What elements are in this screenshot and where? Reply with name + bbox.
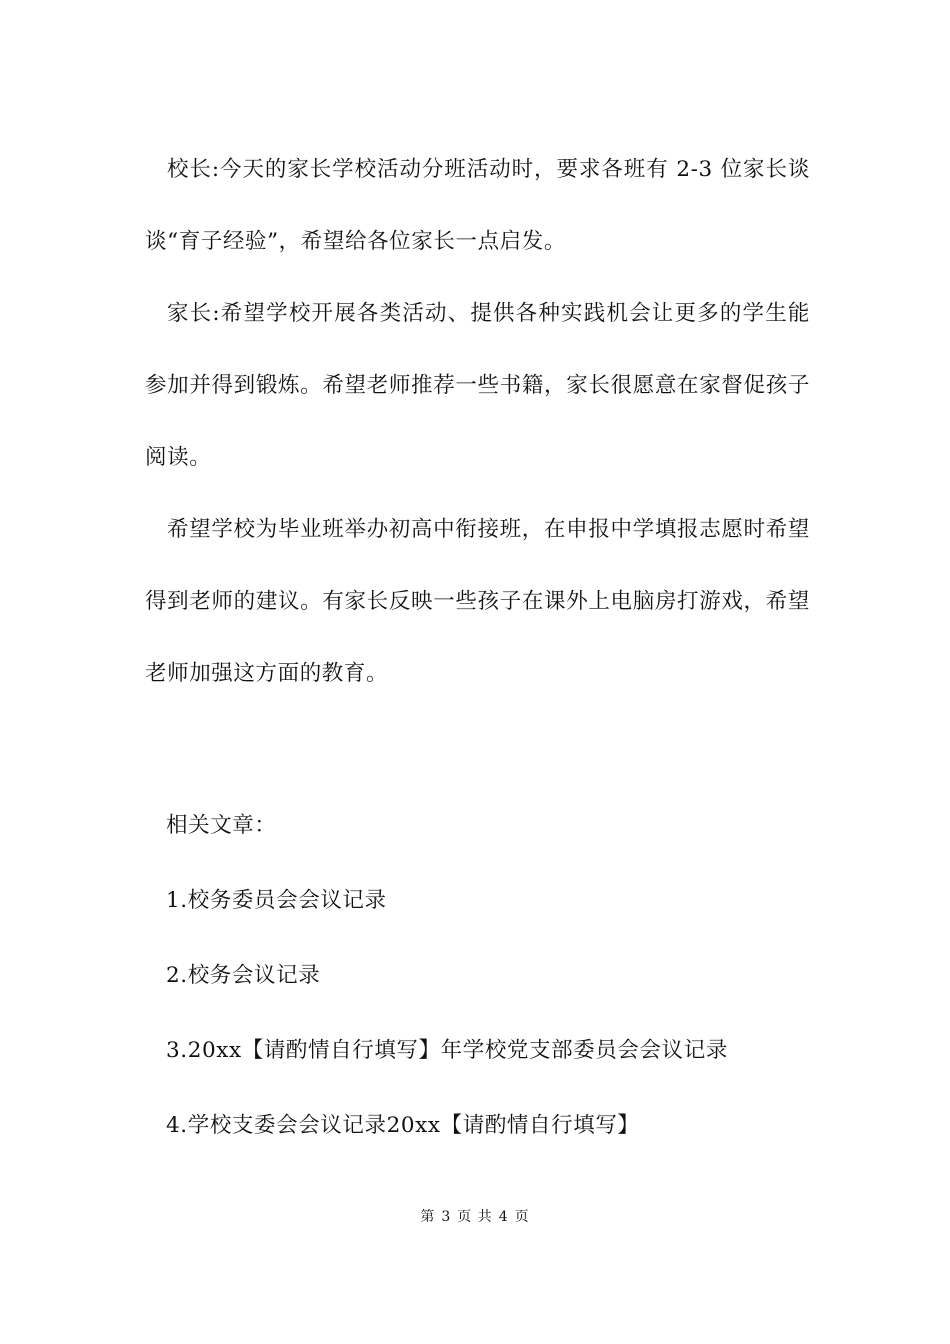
paragraph-parents: 家长:希望学校开展各类活动、提供各种实践机会让更多的学生能参加并得到锻炼。希望老师推荐一些书籍，家长很愿意在家督促孩子阅读。 xyxy=(145,301,810,470)
related-link-2[interactable]: 2.校务会议记录 xyxy=(166,963,321,988)
footer-current-page: 3 xyxy=(441,1209,452,1225)
footer-total-pages: 4 xyxy=(498,1209,509,1225)
related-heading: 相关文章： xyxy=(166,813,277,838)
related-link-3[interactable]: 3.20xx【请酌情自行填写】年学校党支部委员会会议记录 xyxy=(166,1038,728,1063)
related-articles xyxy=(166,788,806,1163)
related-link-4[interactable]: 4.学校支委会会议记录20xx【请酌情自行填写】 xyxy=(166,1113,640,1138)
related-link-1[interactable]: 1.校务委员会会议记录 xyxy=(166,888,387,913)
page-footer xyxy=(0,1206,950,1226)
footer-prefix: 第 xyxy=(420,1209,436,1225)
body-text xyxy=(145,134,810,710)
footer-middle: 页 共 xyxy=(457,1209,493,1225)
paragraph-principal: 校长:今天的家长学校活动分班活动时，要求各班有 2-3 位家长谈谈“育子经验”，希望给各位家长一点启发。 xyxy=(145,157,810,254)
paragraph-hopes: 希望学校为毕业班举办初高中衔接班，在申报中学填报志愿时希望得到老师的建议。有家长反映一些孩子在课外上电脑房打游戏，希望老师加强这方面的教育。 xyxy=(145,517,810,686)
footer-suffix: 页 xyxy=(514,1209,530,1225)
